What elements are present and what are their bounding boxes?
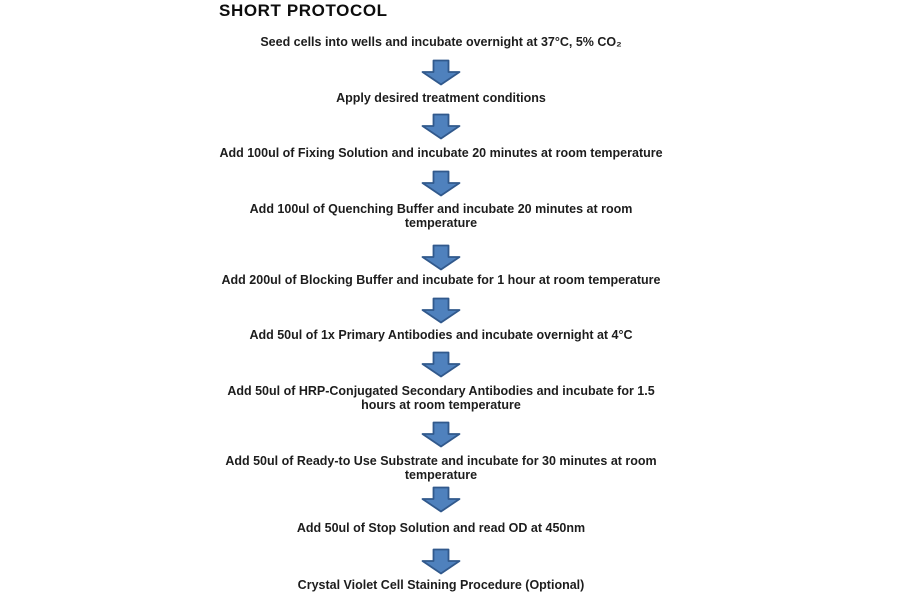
page-title: SHORT PROTOCOL (219, 1, 388, 20)
step-text-line: temperature (404, 468, 478, 482)
step-text-line: Add 100ul of Fixing Solution and incubate 20 minutes at room temperature (219, 146, 663, 160)
down-arrow-icon (421, 59, 461, 86)
step-text-line: Crystal Violet Cell Staining Procedure (Optional) (297, 578, 585, 592)
step-text-line: temperature (404, 216, 478, 230)
step-text-line: hours at room temperature (361, 398, 521, 412)
step-text-line: Add 50ul of Stop Solution and read OD at 450nm (296, 521, 586, 535)
down-arrow-icon (421, 548, 461, 575)
step-blocking-buffer (0, 273, 882, 287)
down-arrow-icon (421, 297, 461, 324)
step-quenching-buffer (0, 202, 882, 230)
down-arrow-icon (421, 351, 461, 378)
step-text-line: Add 200ul of Blocking Buffer and incubate for 1 hour at room temperature (221, 273, 661, 287)
down-arrow-icon (421, 244, 461, 271)
step-fixing-solution (0, 146, 882, 160)
down-arrow-icon (421, 486, 461, 513)
step-secondary-antibodies (0, 384, 882, 412)
step-stop-solution (0, 521, 882, 535)
step-substrate (0, 454, 882, 482)
step-text-line: Add 100ul of Quenching Buffer and incubate 20 minutes at room (249, 202, 633, 216)
step-text-line: Apply desired treatment conditions (336, 91, 546, 105)
step-crystal-violet (0, 578, 882, 592)
step-text-line: Add 50ul of Ready-to Use Substrate and incubate for 30 minutes at room (225, 454, 657, 468)
step-text-line: Seed cells into wells and incubate overnight at 37°C, 5% CO₂ (260, 35, 622, 49)
down-arrow-icon (421, 421, 461, 448)
step-seed-cells (0, 35, 882, 49)
down-arrow-icon (421, 113, 461, 140)
step-text-line: Add 50ul of HRP-Conjugated Secondary Antibodies and incubate for 1.5 (227, 384, 655, 398)
step-text-line: Add 50ul of 1x Primary Antibodies and incubate overnight at 4°C (249, 328, 633, 342)
down-arrow-icon (421, 170, 461, 197)
step-primary-antibodies (0, 328, 882, 342)
step-apply-treatment (0, 91, 882, 105)
